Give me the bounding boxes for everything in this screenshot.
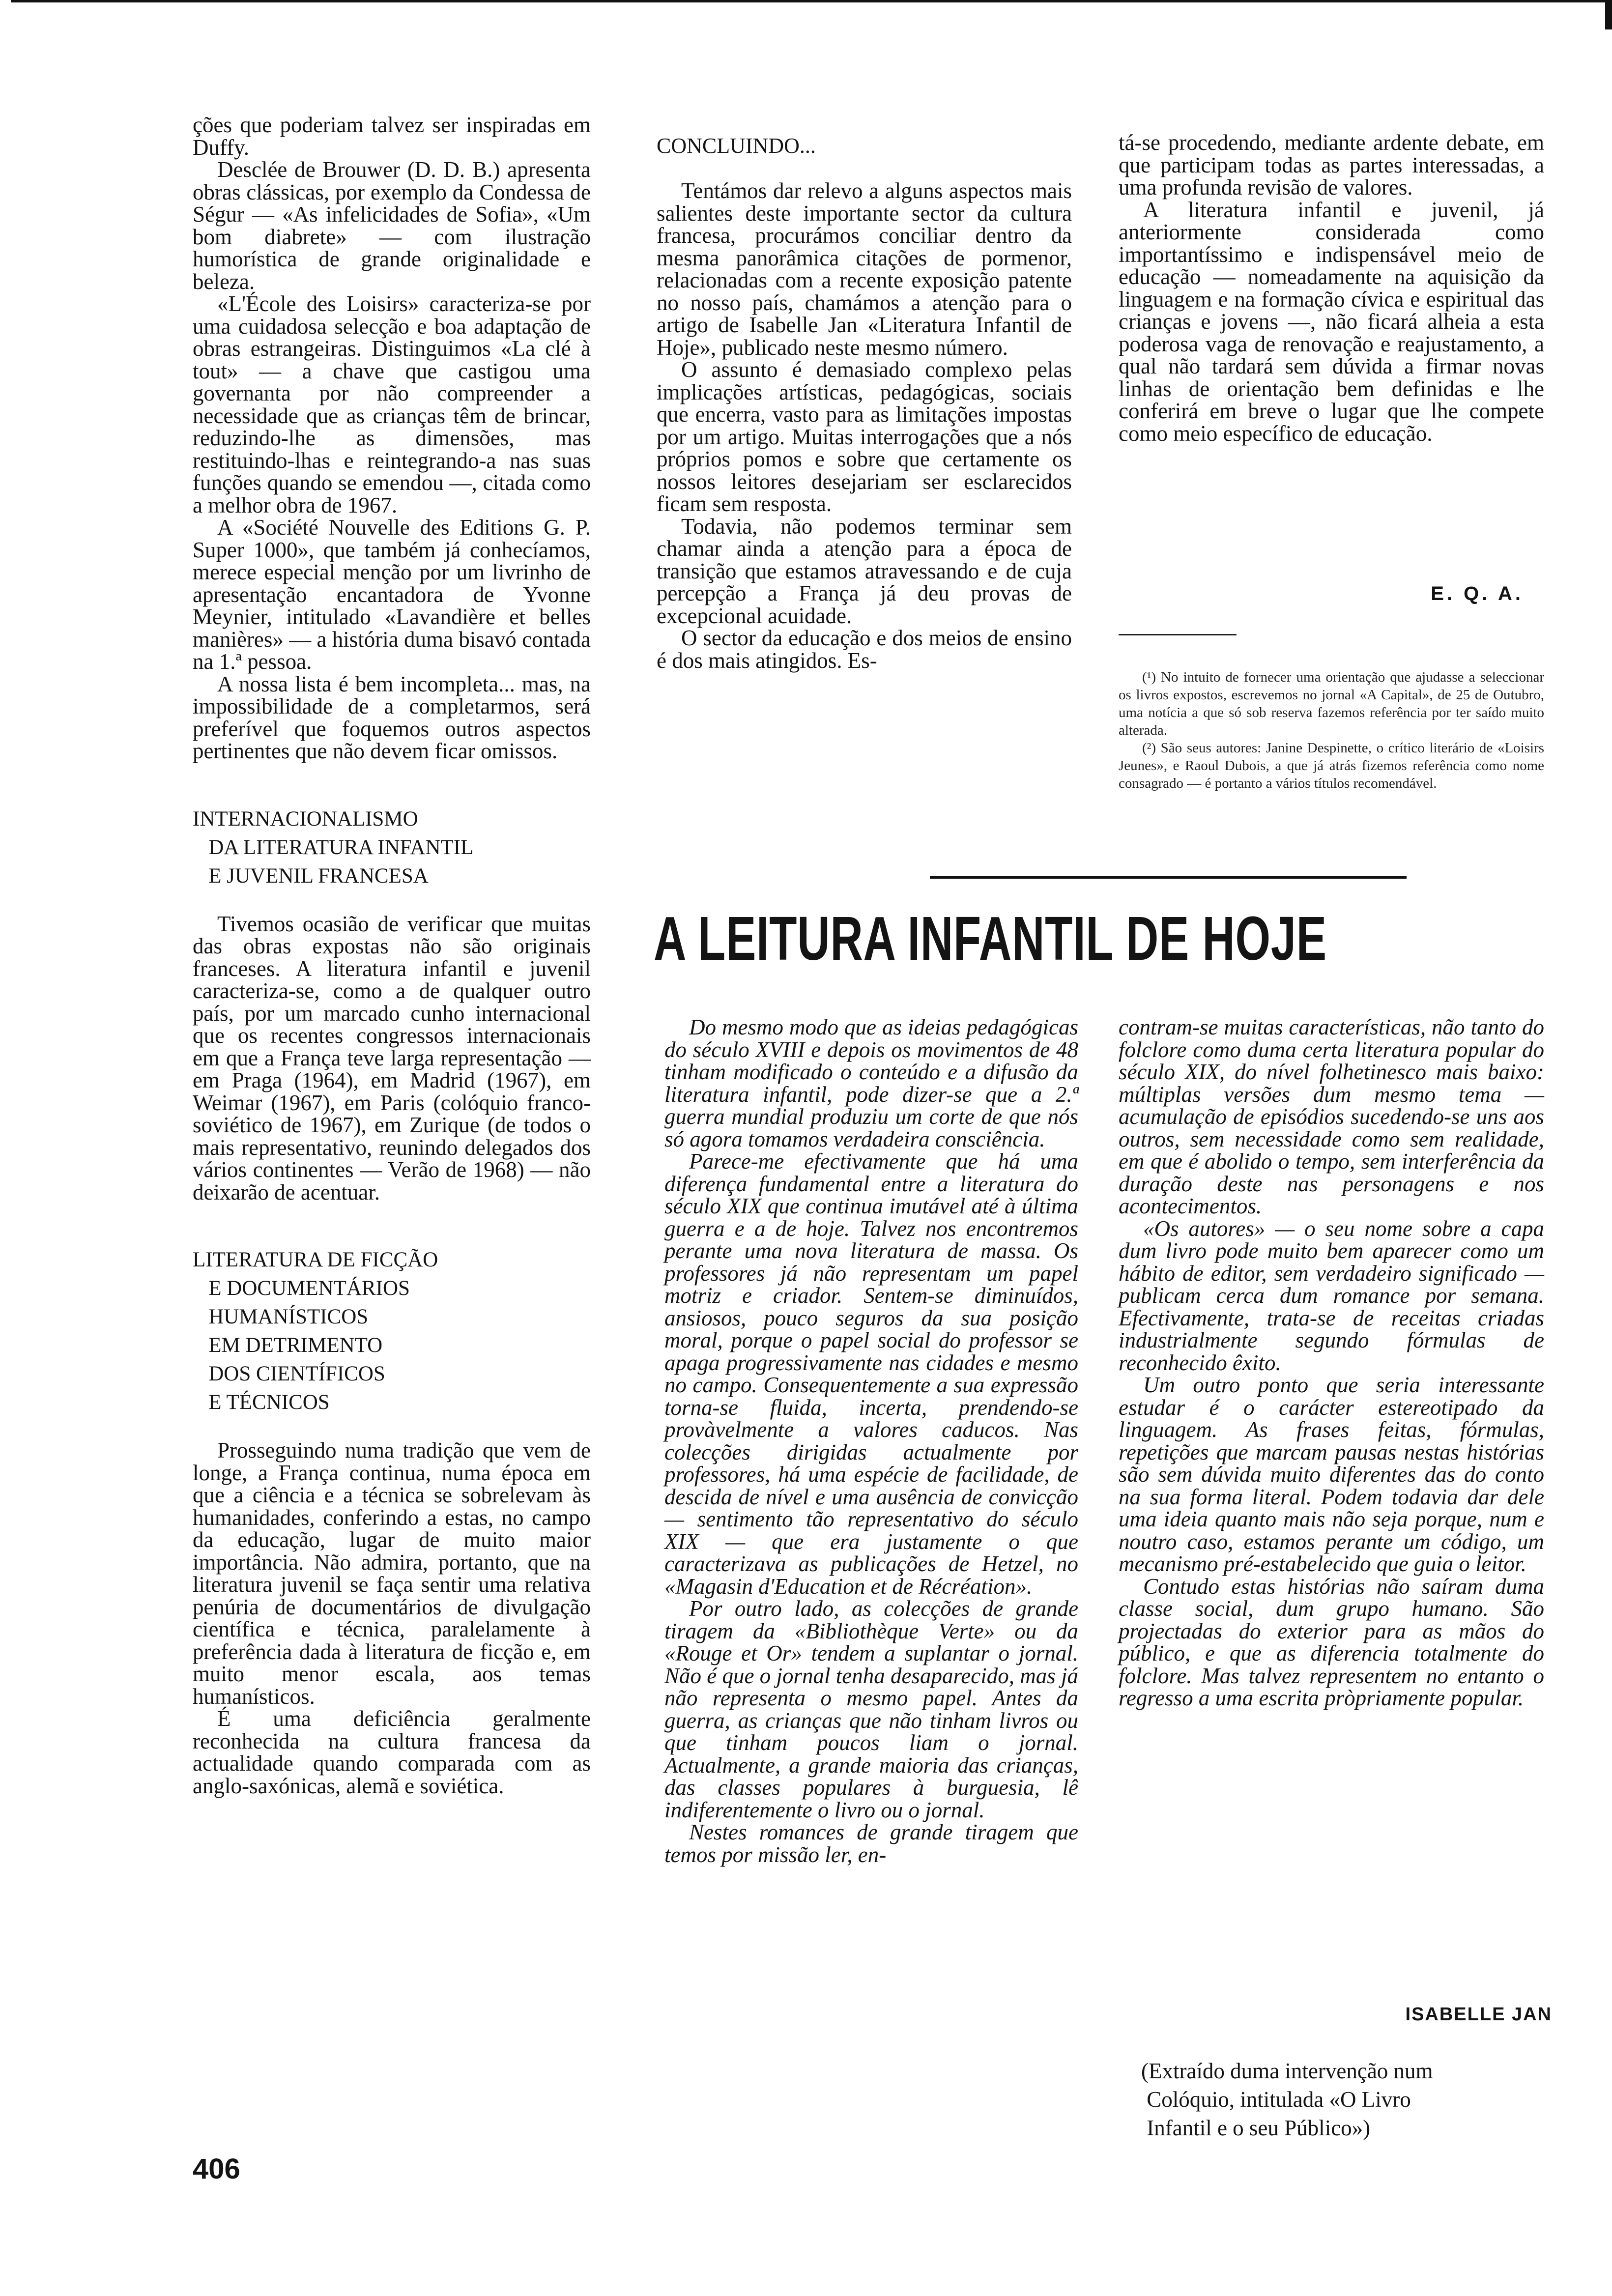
paragraph: Contudo estas histórias não saíram duma classe social, dum grupo humano. São projectadas do exterior para as mãos do público, e que as diferencia totalmente do folclore. Mas talvez representem no entanto o regresso a uma escrita pròpriamente popular. [1119,1574,1544,1710]
section-heading-literatura-de-ficcao: LITERATURA DE FICÇÃO E DOCUMENTÁRIOS HUMANÍSTICOS EM DETRIMENTO DOS CIENTÍFICOS E TÉCNICOS [193,1248,438,1414]
paragraph: Desclée de Brouwer (D. D. B.) apresenta obras clássicas, por exemplo da Condessa de Ségur — «As infelicidades de Sofia», «Um bom diabrete» — com ilustração humorística de grande originalidade e beleza. [193,157,591,294]
article-column-a [664,1016,1078,1866]
author-initials: E. Q. A. [1431,583,1524,604]
paragraph: Tivemos ocasião de verificar que muitas das obras expostas não são originais franceses. A literatura infantil e juvenil caracteriza-se, como a de qualquer outro país, por um marcado cunho internacional que os recentes congressos internacionais em que a França teve larga representação — em Praga (1964), em Madrid (1967), em Weimar (1967), em Paris (colóquio franco-soviético de 1967), em Zurique (de todos o mais representativo, reunindo delegados dos vários continentes — Verão de 1968) — não deixarão de acentuar. [193,911,591,1205]
article-title: A LEITURA INFANTIL DE HOJE [654,904,1327,973]
footnote: (²) São seus autores: Janine Despinette, o crítico literário de «Loisirs Jeunes», e Raoul Dubois, a que já atrás fizemos referência como nome consagrado — é portanto a vários títulos recomendável. [1119,740,1544,791]
column-2 [657,132,1072,672]
footnotes [1119,668,1544,792]
paragraph: Um outro ponto que seria interessante estudar é o carácter estereotipado da linguagem. As frases feitas, fórmulas, repetições que marcam pausas nestas histórias são sem dúvida muito diferentes das do conto na sua forma literal. Podem todavia dar dele uma ideia quanto mais não seja porque, num e noutro caso, estamos perante um código, um mecanismo pré-estabelecido que guia o leitor. [1119,1373,1544,1576]
paragraph: ções que poderiam talvez ser inspiradas em Duffy. [193,113,591,160]
paragraph: A «Société Nouvelle des Editions G. P. Super 1000», que também já conhecíamos, merece especial menção por um livrinho de apresentação encantadora de Yvonne Meynier, intitulado «Lavandière et belles manières» — a história duma bisavó contada na 1.ª pessoa. [193,515,591,674]
paragraph: Por outro lado, as colecções de grande tiragem da «Bibliothèque Verte» ou da «Rouge et Or» tendem a suplantar o jornal. Não é que o jornal tenha desaparecido, mas já não representa o mesmo papel. Antes da guerra, as crianças que não tinham livros ou que tinham poucos liam o jornal. Actualmente, a grande maioria das crianças, das classes populares à burguesia, lê indiferentemente o livro ou o jornal. [664,1596,1078,1822]
paragraph: «L'École des Loisirs» caracteriza-se por uma cuidadosa selecção e boa adaptação de obras estrangeiras. Distinguimos «La clé à tout» — a chave que castigou uma governanta por não compreender a necessidade que as crianças têm de brincar, reduzindo-lhe as dimensões, mas restituindo-lhas e reintegrando-a nas suas funções quando se emendou —, citada como a melhor obra de 1967. [193,291,591,517]
paragraph: A literatura infantil e juvenil, já anteriormente considerada como importantíssimo e indispensável meio de educação — nomeadamente na aquisição da linguagem e na formação cívica e espiritual das crianças e jovens —, não ficará alheia a esta poderosa vaga de renovação e reajustamento, a qual não tardará sem dúvida a firmar novas linhas de orientação bem definidas e lhe conferirá em breve o lugar que lhe compete como meio específico de educação. [1119,197,1544,446]
article-byline: ISABELLE JAN [1405,2004,1552,2025]
paragraph: tá-se procedendo, mediante ardente debate, em que participam todas as partes interessadas, a uma profunda revisão de valores. [1119,130,1544,200]
paragraph: O assunto é demasiado complexo pelas implicações artísticas, pedagógicas, sociais que encerra, vasto para as limitações impostas por um artigo. Muitas interrogações que a nós próprios pomos e sobre que certamente os nossos leitores desejariam ser esclarecidos ficam sem resposta. [657,357,1072,516]
paragraph: contram-se muitas características, não tanto do folclore como duma certa literatura popular do século XIX, do nível folhetinesco mais baixo: múltiplas versões dum mesmo tema — acumulação de episódios sucedendo-se uns aos outros, sem necessidade como sem realidade, em que é abolido o tempo, sem interferência da duração deste nas personagens e nos acontecimentos. [1119,1015,1544,1218]
paragraph: Todavia, não podemos terminar sem chamar ainda a atenção para a época de transição que estamos atravessando e de cuja percepção a França já deu provas de excepcional acuidade. [657,514,1072,628]
article-credit: (Extraído duma intervenção num Colóquio, intitulada «O Livro Infantil e o seu Público») [1141,2059,1433,2140]
paragraph: «Os autores» — o seu nome sobre a capa dum livro pode muito bem aparecer como um hábito de editor, sem verdadeiro significado — publicam cerca dum romance por semana. Efectivamente, trata-se de receitas criadas industrialmente segundo fórmulas de reconhecido êxito. [1119,1216,1544,1375]
paragraph: Do mesmo modo que as ideias pedagógicas do século XVIII e depois os movimentos de 48 tinham modificado o conteúdo e a difusão da literatura infantil, pode dizer-se que a 2.ª guerra mundial produziu um corte de que nós só agora tomamos verdadeira consciência. [664,1015,1078,1151]
paragraph: É uma deficiência geralmente reconhecida na cultura francesa da actualidade quando comparada com as anglo-saxónicas, alemã e soviética. [193,1706,591,1798]
column-3 [1119,132,1544,445]
title-rule [930,876,1407,879]
section-heading-concluindo: CONCLUINDO... [657,134,816,158]
paragraph: Prosseguindo numa tradição que vem de longe, a França continua, numa época em que a ciência e a técnica se sobrelevam às humanidades, conferindo a estas, no campo da educação, lugar de muito maior importância. Não admira, portanto, que na literatura juvenil se faça sentir uma relativa penúria de documentários de divulgação científica e técnica, paralelamente à preferência dada à literatura de ficção e, em muito menor escala, aos temas humanísticos. [193,1438,591,1709]
column-1 [193,114,591,1797]
paragraph: Tentámos dar relevo a alguns aspectos mais salientes deste importante sector da cultura francesa, procurámos conciliar dentro da mesma panorâmica citações de pormenor, relacionadas com a recente exposição patente no nosso país, chamámos a atenção para o artigo de Isabelle Jan «Literatura Infantil de Hoje», publicado neste mesmo número. [657,178,1072,360]
page-top-border [11,0,1612,13]
footnote-divider [1119,634,1237,635]
page-number: 406 [193,2153,240,2185]
page-corner-mark [1605,0,1612,29]
section-heading-internacionalismo: INTERNACIONALISMO DA LITERATURA INFANTIL E JUVENIL FRANCESA [193,807,474,888]
footnote: (¹) No intuito de fornecer uma orientação que ajudasse a seleccionar os livros expostos, escrevemos no jornal «A Capital», de 25 de Outubro, uma notícia a que só sob reserva fazemos referência por ter saído muito alterada. [1119,669,1544,738]
paragraph: A nossa lista é bem incompleta... mas, na impossibilidade de a completarmos, será preferível que foquemos outros aspectos pertinentes que não devem ficar omissos. [193,671,591,763]
article-column-b [1119,1016,1544,1710]
paragraph: Nestes romances de grande tiragem que temos por missão ler, en- [664,1820,1078,1867]
paragraph: Parece-me efectivamente que há uma diferença fundamental entre a literatura do século XIX que continua imutável até à última guerra e a de hoje. Talvez nos encontremos perante uma nova literatura de massa. Os professores já não representam um papel motriz e criador. Sentem-se diminuídos, ansiosos, pouco seguros da sua posição moral, porque o papel social do professor se apaga progressivamente nas cidades e mesmo no campo. Consequentemente a sua expressão torna-se fluida, incerta, prendendo-se provàvelmente a valores caducos. Nas colecções dirigidas actualmente por professores, há uma espécie de facilidade, de descida de nível e uma ausência de convicção — sentimento tão representativo do século XIX — que era justamente o que caracterizava as publicações de Hetzel, no «Magasin d'Education et de Récréation». [664,1149,1078,1599]
paragraph: O sector da educação e dos meios de ensino é dos mais atingidos. Es- [657,626,1072,673]
